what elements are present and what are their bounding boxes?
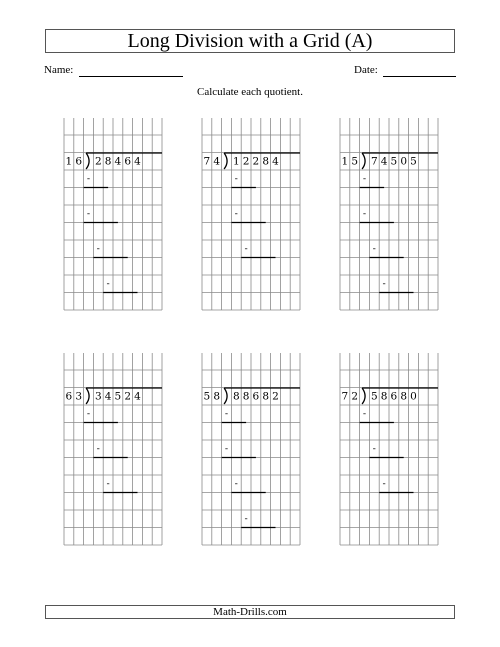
division-bracket — [86, 388, 89, 404]
minus-sign: - — [86, 173, 91, 184]
dividend-digit: 5 — [410, 155, 417, 168]
dividend-digit: 2 — [124, 390, 132, 403]
date-label: Date: — [354, 64, 378, 76]
minus-sign: - — [86, 408, 91, 419]
minus-sign: - — [96, 243, 100, 254]
dividend-digit: 2 — [272, 390, 279, 403]
dividend-digit: 8 — [262, 390, 270, 403]
divisor-digit: 7 — [341, 390, 349, 403]
minus-sign: - — [362, 408, 367, 419]
dividend-digit: 2 — [252, 155, 260, 168]
dividend-digit: 0 — [400, 155, 408, 168]
dividend-digit: 8 — [104, 155, 112, 168]
name-label: Name: — [44, 64, 74, 76]
dividend-digit: 5 — [390, 155, 398, 168]
minus-sign: - — [106, 278, 110, 289]
minus-sign: - — [372, 243, 376, 254]
divisor-digit: 1 — [341, 155, 349, 168]
minus-sign: - — [234, 208, 238, 219]
instructions: Calculate each quotient. — [197, 86, 303, 98]
division-problem — [64, 353, 162, 545]
dividend-digit: 7 — [370, 155, 378, 168]
dividend-digit: 2 — [94, 155, 102, 168]
dividend-digit: 8 — [400, 390, 408, 403]
minus-sign: - — [372, 443, 376, 454]
dividend-digit: 6 — [390, 390, 398, 403]
dividend-digit: 8 — [232, 390, 240, 403]
worksheet-title: Long Division with a Grid (A) — [45, 29, 455, 53]
division-problem — [202, 353, 300, 545]
minus-sign: - — [234, 478, 238, 489]
division-bracket — [86, 153, 89, 169]
dividend-digit: 3 — [94, 390, 102, 403]
dividend-digit: 5 — [114, 390, 122, 403]
division-bracket — [362, 153, 365, 169]
dividend-digit: 1 — [232, 155, 240, 168]
dividend-digit: 4 — [114, 155, 122, 168]
dividend-digit: 4 — [134, 155, 141, 168]
minus-sign: - — [224, 443, 229, 454]
dividend-digit: 0 — [410, 390, 417, 403]
divisor-digit: 3 — [75, 390, 83, 403]
minus-sign: - — [224, 408, 229, 419]
minus-sign: - — [96, 443, 100, 454]
dividend-digit: 2 — [242, 155, 250, 168]
divisor-digit: 7 — [203, 155, 211, 168]
dividend-digit: 4 — [380, 155, 388, 168]
divisor-digit: 1 — [65, 155, 73, 168]
division-problem — [340, 118, 438, 310]
division-problem — [64, 118, 162, 310]
minus-sign: - — [106, 478, 110, 489]
dividend-digit: 8 — [242, 390, 250, 403]
minus-sign: - — [86, 208, 91, 219]
minus-sign: - — [362, 208, 367, 219]
division-problem — [202, 118, 300, 310]
minus-sign: - — [382, 278, 386, 289]
divisor-digit: 5 — [351, 155, 359, 168]
division-bracket — [224, 388, 227, 404]
minus-sign: - — [362, 173, 367, 184]
dividend-digit: 4 — [134, 390, 141, 403]
divisor-digit: 6 — [65, 390, 73, 403]
dividend-digit: 6 — [124, 155, 132, 168]
dividend-digit: 6 — [252, 390, 260, 403]
division-bracket — [224, 153, 227, 169]
divisor-digit: 8 — [213, 390, 221, 403]
divisor-digit: 5 — [203, 390, 211, 403]
division-problem — [340, 353, 438, 545]
dividend-digit: 5 — [370, 390, 378, 403]
minus-sign: - — [234, 173, 238, 184]
dividend-digit: 8 — [262, 155, 270, 168]
minus-sign: - — [244, 513, 248, 524]
dividend-digit: 4 — [272, 155, 279, 168]
dividend-digit: 4 — [104, 390, 112, 403]
divisor-digit: 6 — [75, 155, 83, 168]
minus-sign: - — [382, 478, 386, 489]
division-bracket — [362, 388, 365, 404]
dividend-digit: 8 — [380, 390, 388, 403]
footer: Math-Drills.com — [45, 605, 455, 619]
divisor-digit: 4 — [213, 155, 221, 168]
divisor-digit: 2 — [351, 390, 359, 403]
minus-sign: - — [244, 243, 248, 254]
